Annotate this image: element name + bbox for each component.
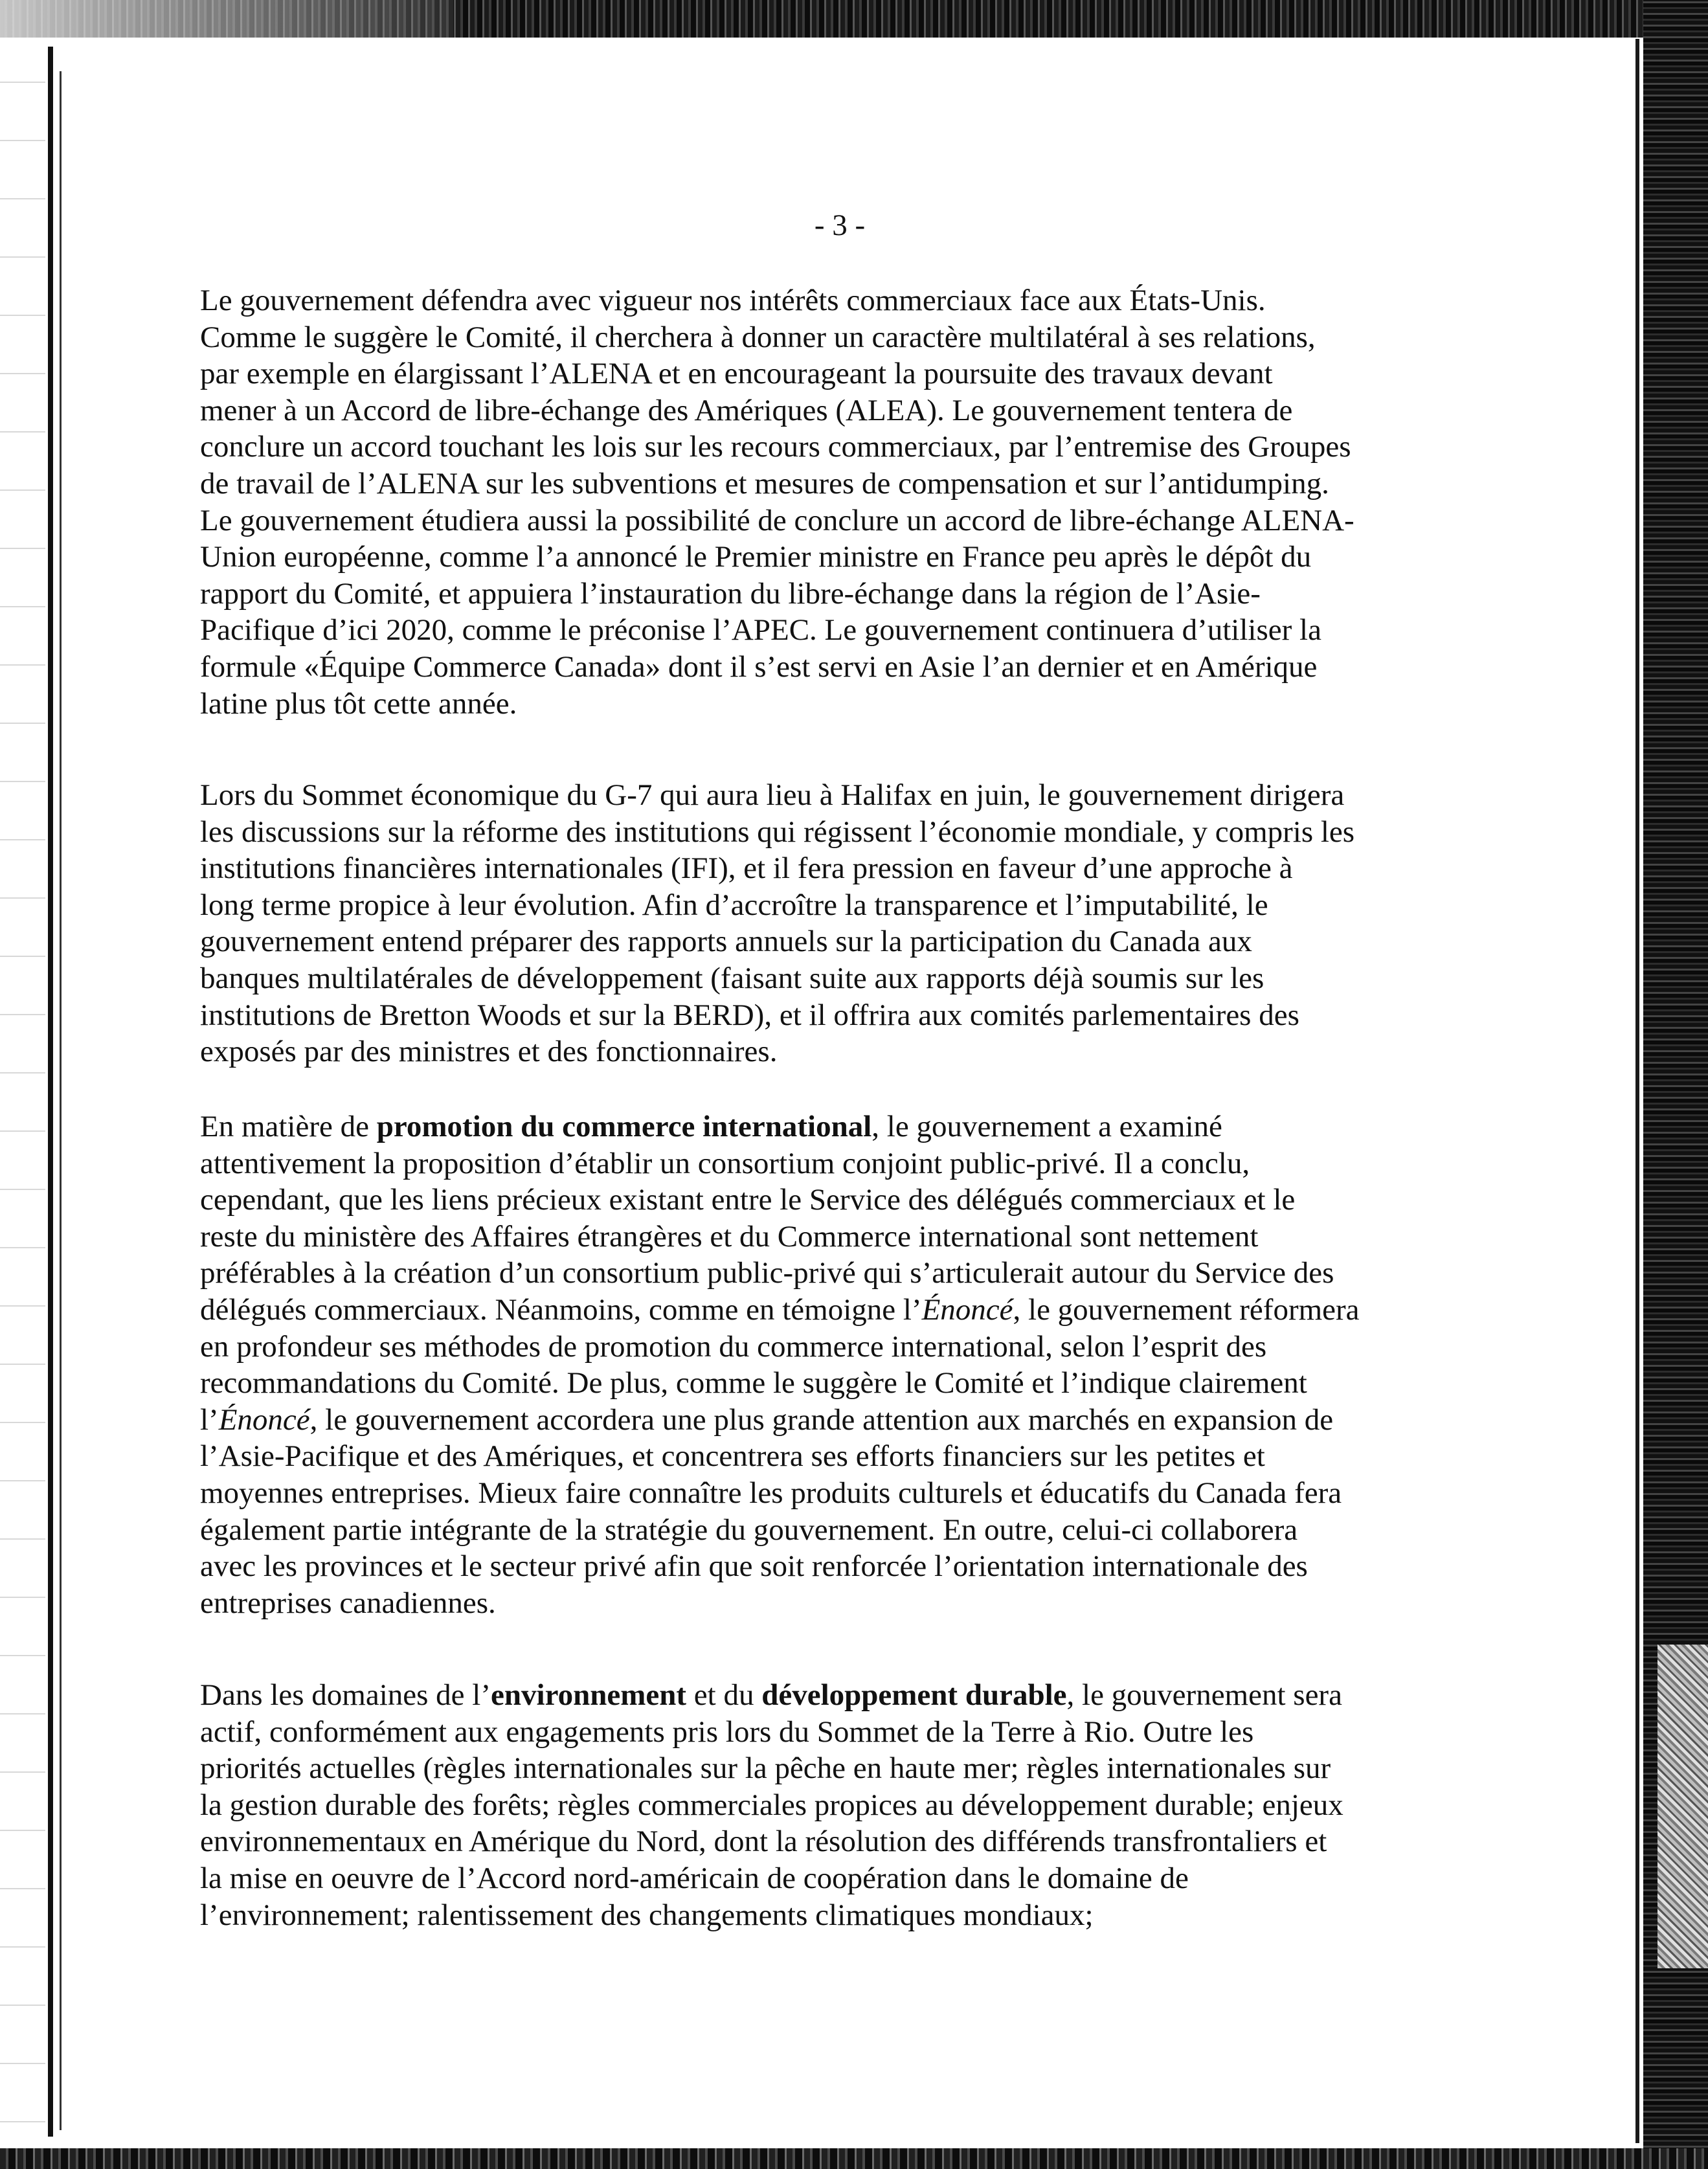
scan-noise-patch <box>1657 1645 1708 1968</box>
text-line: environnementaux en Amérique du Nord, dont la résolution des différends transfrontaliers et <box>200 1825 1327 1859</box>
text-line: banques multilatérales de développement (faisant suite aux rapports déjà soumis sur les <box>200 961 1264 995</box>
page-edge-left <box>48 47 53 2137</box>
text-run: délégués commerciaux. Néanmoins, comme en témoigne l’ <box>200 1292 922 1327</box>
text-line <box>200 1402 1433 1439</box>
text-line: avec les provinces et le secteur privé afin que soit renforcée l’orientation internationale des <box>200 1549 1308 1584</box>
text-line: exposés par des ministres et des fonctionnaires. <box>200 1035 778 1069</box>
bold-term: environnement <box>491 1678 687 1712</box>
text-run: , le gouvernement a examiné <box>871 1110 1222 1143</box>
text-line: par exemple en élargissant l’ALENA et en encourageant la poursuite des travaux devant <box>200 357 1273 391</box>
text-line: de travail de l’ALENA sur les subventions et mesures de compensation et sur l’antidumping. <box>200 466 1329 500</box>
paragraph-trade-promotion <box>200 1108 1433 1621</box>
text-run: l’ <box>200 1402 219 1437</box>
text-line: rapport du Comité, et appuiera l’instauration du libre-échange dans la région de l’Asie- <box>200 576 1261 611</box>
text-line: les discussions sur la réforme des institutions qui régissent l’économie mondiale, y compris les <box>200 815 1355 849</box>
text-run: Dans les domaines de l’ <box>200 1678 491 1712</box>
text-line: attentivement la proposition d’établir un consortium conjoint public-privé. Il a conclu, <box>200 1146 1250 1180</box>
scan-border-left <box>0 38 45 2148</box>
text-line: institutions financières internationales (IFI), et il fera pression en faveur d’une approche à <box>200 851 1293 886</box>
scan-border-top-fade <box>0 0 453 38</box>
text-line: formule «Équipe Commerce Canada» dont il s’est servi en Asie l’an dernier et en Amérique <box>200 649 1318 684</box>
page-edge-right <box>1635 39 1639 2143</box>
paragraph-g7-summit <box>200 777 1433 1070</box>
italic-term: Énoncé <box>921 1292 1013 1327</box>
text-line: reste du ministère des Affaires étrangères et du Commerce international sont nettement <box>200 1219 1259 1253</box>
text-line: préférables à la création d’un consortium public-privé qui s’articulerait autour du Service des <box>200 1256 1334 1290</box>
text-line: moyennes entreprises. Mieux faire connaître les produits culturels et éducatifs du Canada fera <box>200 1476 1342 1510</box>
text-line: institutions de Bretton Woods et sur la BERD), et il offrira aux comités parlementaires des <box>200 998 1299 1032</box>
text-run: , le gouvernement sera <box>1066 1678 1342 1712</box>
text-line: gouvernement entend préparer des rapports annuels sur la participation du Canada aux <box>200 925 1252 959</box>
paragraph-trade-relations <box>200 282 1433 722</box>
text-line: l’Asie-Pacifique et des Amériques, et concentrera ses efforts financiers sur les petites et <box>200 1439 1265 1474</box>
bold-term: développement durable <box>761 1678 1067 1712</box>
text-line: cependant, que les liens précieux existant entre le Service des délégués commerciaux et le <box>200 1183 1296 1217</box>
text-line: Lors du Sommet économique du G-7 qui aura lieu à Halifax en juin, le gouvernement dirigera <box>200 778 1345 812</box>
italic-term: Énoncé <box>218 1402 310 1437</box>
text-line: priorités actuelles (règles internationales sur la pêche en haute mer; règles internationales sur <box>200 1751 1331 1786</box>
text-line: long terme propice à leur évolution. Afin d’accroître la transparence et l’imputabilité, le <box>200 888 1268 922</box>
page-edge-left-inner <box>60 71 62 2130</box>
page-number: - 3 - <box>814 208 866 242</box>
text-run: et du <box>686 1678 762 1712</box>
text-line: mener à un Accord de libre-échange des Amériques (ALEA). Le gouvernement tentera de <box>200 393 1293 427</box>
text-line: conclure un accord touchant les lois sur les recours commerciaux, par l’entremise des Groupes <box>200 430 1351 464</box>
text-line: Le gouvernement défendra avec vigueur nos intérêts commerciaux face aux États-Unis. <box>200 284 1266 317</box>
text-run: En matière de <box>200 1110 377 1143</box>
text-line: actif, conformément aux engagements pris lors du Sommet de la Terre à Rio. Outre les <box>200 1714 1254 1749</box>
text-line: entreprises canadiennes. <box>200 1586 496 1620</box>
text-line: Union européenne, comme l’a annoncé le Premier ministre en France peu après le dépôt du <box>200 540 1312 574</box>
text-line <box>200 1108 1433 1145</box>
bold-term: promotion du commerce international <box>376 1110 872 1143</box>
text-line <box>200 1677 1433 1714</box>
text-line: également partie intégrante de la stratégie du gouvernement. En outre, celui-ci collaborera <box>200 1512 1298 1547</box>
text-line: Le gouvernement étudiera aussi la possibilité de conclure un accord de libre-échange ALENA- <box>200 503 1354 537</box>
text-line: en profondeur ses méthodes de promotion du commerce international, selon l’esprit des <box>200 1329 1267 1364</box>
text-line: l’environnement; ralentissement des changements climatiques mondiaux; <box>200 1898 1094 1932</box>
text-line: la gestion durable des forêts; règles commerciales propices au développement durable; enjeux <box>200 1788 1343 1822</box>
text-line: Comme le suggère le Comité, il cherchera à donner un caractère multilatéral à ses relations, <box>200 320 1316 354</box>
text-line: Pacifique d’ici 2020, comme le préconise l’APEC. Le gouvernement continuera d’utiliser la <box>200 613 1321 647</box>
text-run: , le gouvernement accordera une plus grande attention aux marchés en expansion de <box>309 1402 1334 1437</box>
scan-border-bottom <box>0 2148 1708 2169</box>
text-line: la mise en oeuvre de l’Accord nord-américain de coopération dans le domaine de <box>200 1861 1189 1895</box>
paragraph-environment <box>200 1677 1433 1933</box>
text-line: latine plus tôt cette année. <box>200 686 517 721</box>
text-line: recommandations du Comité. De plus, comme le suggère le Comité et l’indique clairement <box>200 1366 1307 1400</box>
text-run: , le gouvernement réformera <box>1013 1292 1360 1327</box>
text-line <box>200 1292 1433 1329</box>
